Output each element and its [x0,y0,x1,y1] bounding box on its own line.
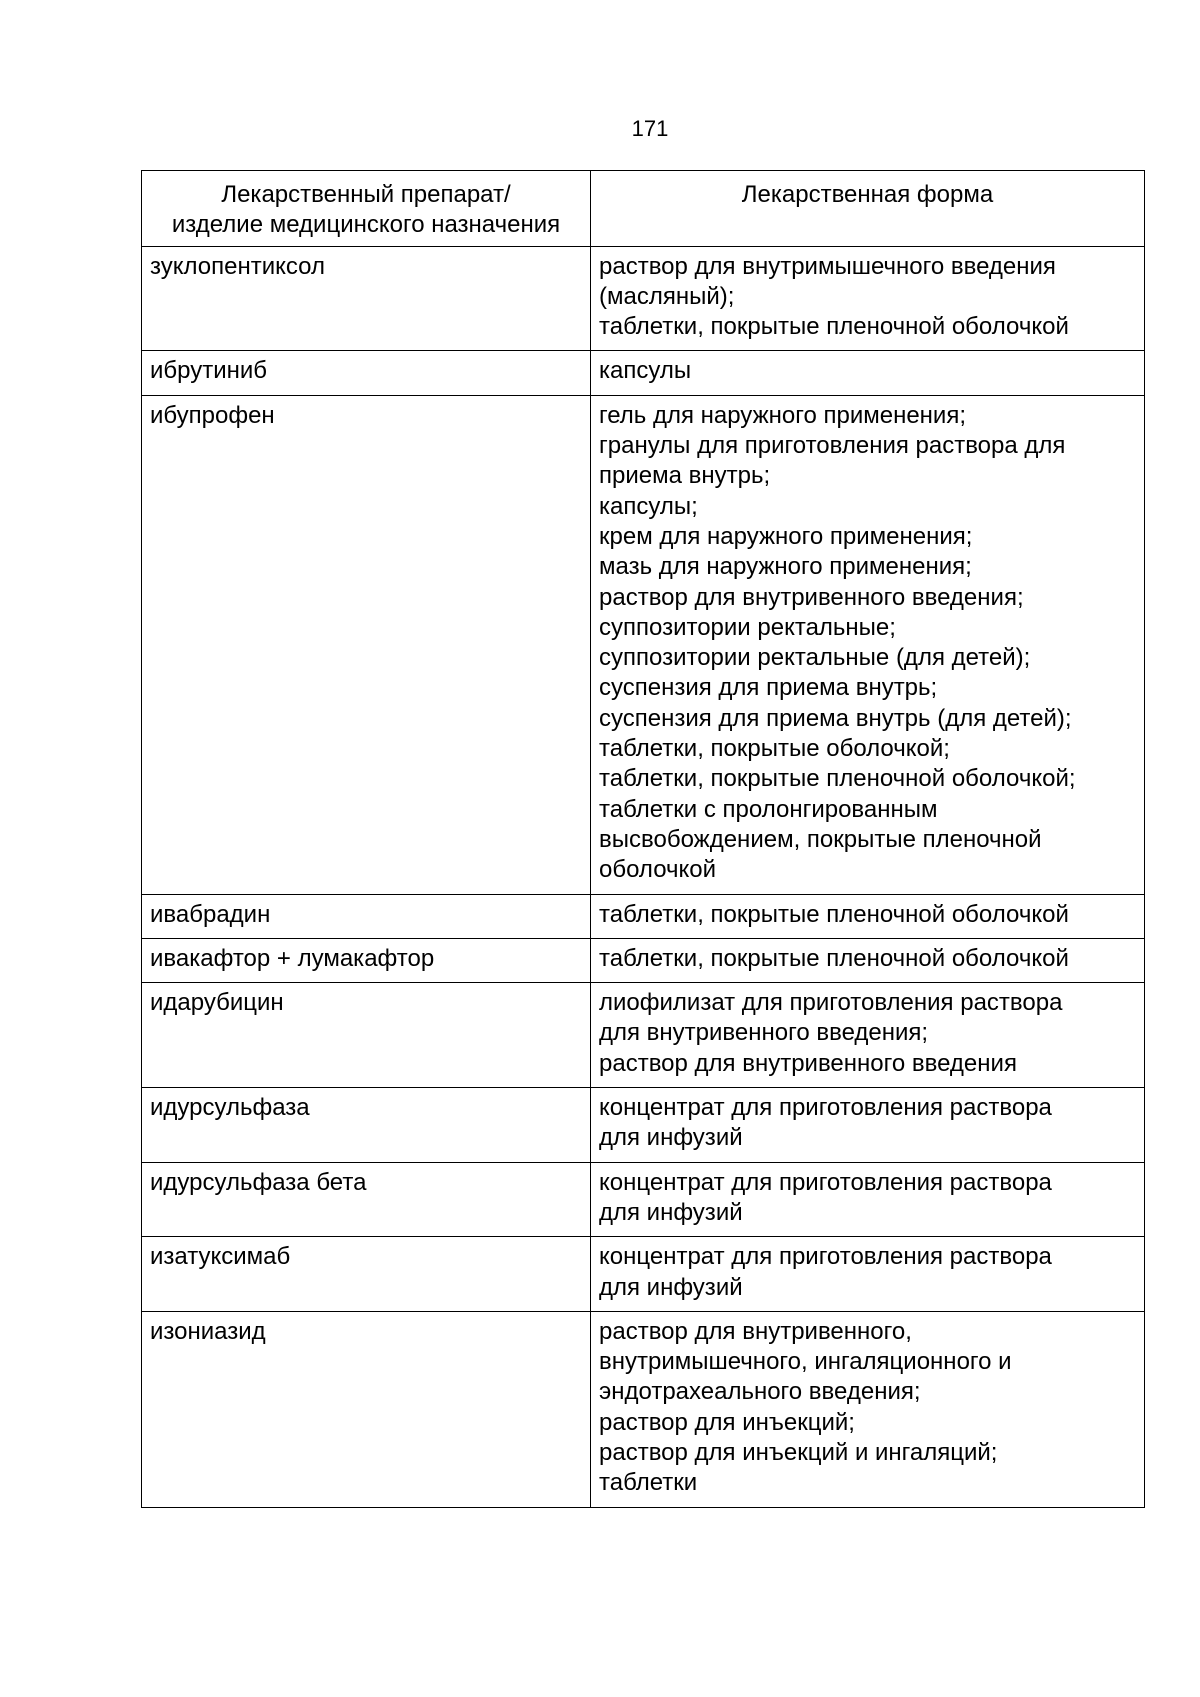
drug-name-cell: ивакафтор + лумакафтор [142,938,591,982]
dosage-form-line: гранулы для приготовления раствора для [599,432,1066,460]
drug-name-cell: идарубицин [142,983,591,1088]
dosage-form-line: внутримышечного, ингаляционного и [599,1348,1012,1376]
dosage-form-cell [591,1088,1145,1163]
dosage-form-cell [591,1237,1145,1312]
dosage-form-line: суппозитории ректальные; [599,613,896,641]
dosage-form-line: раствор для внутривенного введения [599,1049,1017,1077]
dosage-form-line: таблетки [599,1469,698,1497]
dosage-form-cell [591,938,1145,982]
table-row [142,1088,1145,1163]
dosage-form-line: таблетки, покрытые пленочной оболочкой [599,944,1069,972]
drug-name-cell: идурсульфаза [142,1088,591,1163]
dosage-form-line: капсулы [599,357,692,385]
table-row [142,1311,1145,1507]
dosage-form-line: лиофилизат для приготовления раствора [599,989,1063,1017]
drug-name-cell: изатуксимаб [142,1237,591,1312]
table-row [142,1237,1145,1312]
dosage-form-line: капсулы; [599,492,698,520]
dosage-form-cell [591,1162,1145,1237]
drug-name-cell: ивабрадин [142,894,591,938]
dosage-form-line: раствор для инъекций; [599,1408,855,1436]
dosage-form-cell [591,351,1145,395]
dosage-form-line: для инфузий [599,1124,743,1152]
dosage-form-line: раствор для внутривенного, [599,1317,912,1345]
dosage-form-line: таблетки, покрытые оболочкой; [599,735,950,763]
drug-name-cell: ибупрофен [142,395,591,894]
dosage-form-line: высвобождением, покрытые пленочной [599,825,1042,853]
dosage-form-line: для внутривенного введения; [599,1019,929,1047]
dosage-form-line: суппозитории ректальные (для детей); [599,644,1031,672]
dosage-form-line: для инфузий [599,1273,743,1301]
drug-name-cell: изониазид [142,1311,591,1507]
table-row [142,894,1145,938]
table-row [142,246,1145,351]
dosage-form-cell [591,246,1145,351]
dosage-form-cell [591,983,1145,1088]
dosage-form-line: для инфузий [599,1198,743,1226]
dosage-form-line: оболочкой [599,856,717,884]
header-form [591,171,1145,247]
table-row [142,1162,1145,1237]
drug-name-cell: ибрутиниб [142,351,591,395]
dosage-form-cell [591,1311,1145,1507]
table-row [142,938,1145,982]
dosage-form-line: (масляный); [599,282,735,310]
dosage-form-cell [591,395,1145,894]
page-number: 171 [631,116,669,141]
dosage-form-line: суспензия для приема внутрь; [599,674,938,702]
dosage-form-cell [591,894,1145,938]
table-body [142,246,1145,1507]
dosage-form-line: таблетки, покрытые пленочной оболочкой; [599,765,1076,793]
table-row [142,395,1145,894]
dosage-form-line: гель для наружного применения; [599,401,966,429]
drug-name-cell: зуклопентиксол [142,246,591,351]
dosage-form-line: таблетки, покрытые пленочной оболочкой [599,313,1069,341]
table-header-row [142,171,1145,247]
dosage-form-line: крем для наружного применения; [599,522,973,550]
dosage-form-line: концентрат для приготовления раствора [599,1168,1052,1196]
drug-name-cell: идурсульфаза бета [142,1162,591,1237]
dosage-form-line: эндотрахеального введения; [599,1378,921,1406]
header-form-line: Лекарственная форма [741,181,994,208]
dosage-form-line: концентрат для приготовления раствора [599,1243,1052,1271]
dosage-form-line: раствор для инъекций и ингаляций; [599,1438,998,1466]
dosage-form-line: раствор для внутримышечного введения [599,252,1056,280]
dosage-form-line: суспензия для приема внутрь (для детей); [599,704,1072,732]
header-drug [142,171,591,247]
header-drug-line: Лекарственный препарат/ [221,181,511,208]
table-row [142,351,1145,395]
dosage-form-line: таблетки с пролонгированным [599,795,938,823]
dosage-form-line: концентрат для приготовления раствора [599,1094,1052,1122]
drug-table [141,170,1145,1508]
table-row [142,983,1145,1088]
dosage-form-line: таблетки, покрытые пленочной оболочкой [599,900,1069,928]
header-drug-line: изделие медицинского назначения [171,211,561,239]
dosage-form-line: раствор для внутривенного введения; [599,583,1024,611]
dosage-form-line: приема внутрь; [599,462,771,490]
dosage-form-line: мазь для наружного применения; [599,553,972,581]
